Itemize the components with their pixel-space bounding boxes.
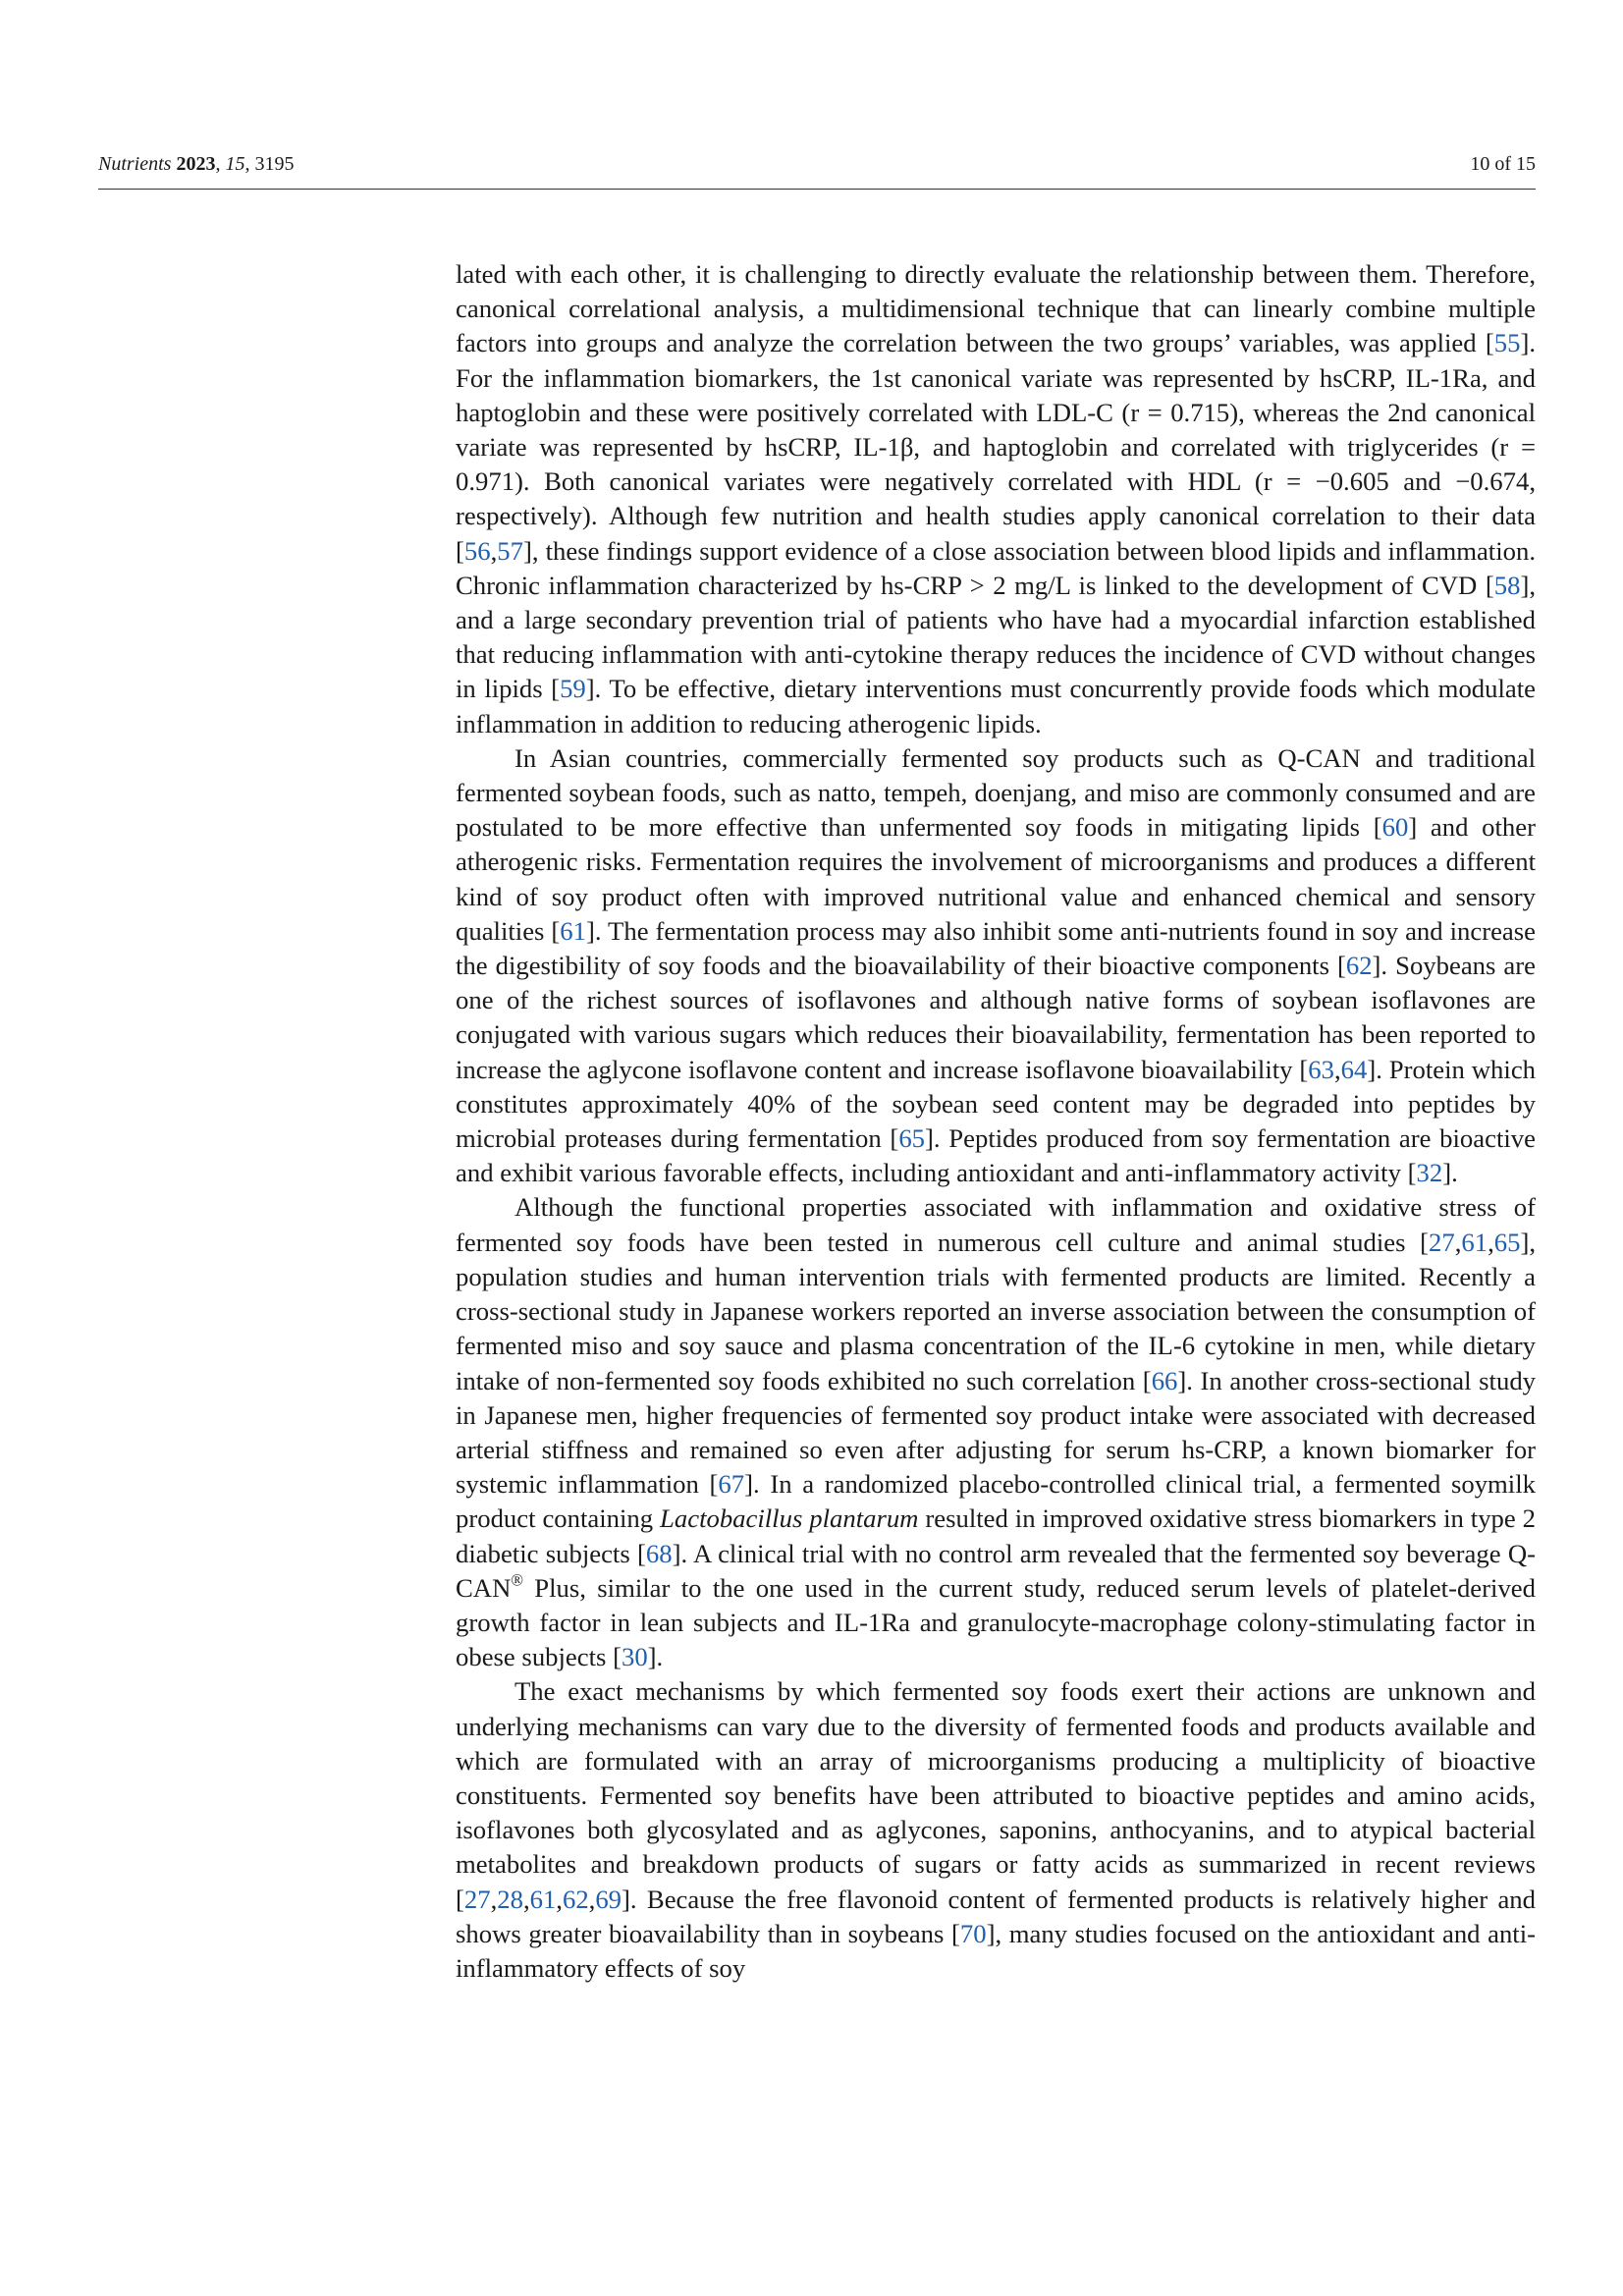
citation-link[interactable]: 28 [497, 1884, 523, 1914]
text-run: ]. [647, 1642, 664, 1672]
citation-link[interactable]: 57 [497, 535, 523, 566]
journal-citation: Nutrients 2023, 15, 3195 [98, 153, 295, 175]
text-run: ]. Because the free flavonoid content of fermented products is relatively higher and shows greater bioavailability than in soybeans [ [456, 1884, 1536, 1948]
citation-link[interactable]: 63 [1308, 1054, 1334, 1084]
italic-text: Lactobacillus plantarum [660, 1503, 919, 1534]
text-run: , [1454, 1227, 1462, 1257]
citation-link[interactable]: 68 [645, 1538, 673, 1568]
body-paragraph [456, 1674, 1536, 1986]
page-number: 10 of 15 [1470, 153, 1536, 175]
citation-link[interactable]: 65 [1493, 1227, 1521, 1257]
text-run: lated with each other, it is challenging to directly evaluate the relationship between them. Therefore, canonical correlational analysis, a multidimensional technique that can linearly combine multiple factors into groups and analyze the correlation between the two groups’ variables, was applied [ [456, 259, 1536, 358]
text-run: ]. Peptides produced from soy fermentation are bioactive and exhibit various favorable effects, including antioxidant and anti-inflammatory activity [ [456, 1123, 1536, 1188]
citation-link[interactable]: 59 [560, 674, 586, 704]
citation-link[interactable]: 61 [560, 915, 586, 946]
citation-link[interactable]: 69 [595, 1884, 622, 1914]
text-run: , [556, 1884, 563, 1914]
article-number: 3195 [254, 153, 295, 175]
text-run: , [1333, 1054, 1341, 1084]
citation-link[interactable]: 62 [562, 1884, 589, 1914]
citation-link[interactable]: 27 [1429, 1227, 1455, 1257]
citation-link[interactable]: 61 [1461, 1227, 1488, 1257]
text-run: Plus, similar to the one used in the current study, reduced serum levels of platelet-derived growth factor in lean subjects and IL-1Ra and granulocyte-macrophage colony-stimulating factor in obese subjects [ [456, 1572, 1536, 1672]
page-header [98, 151, 1536, 185]
text-run: Although the functional properties associated with inflammation and oxidative stress of fermented soy foods have been tested in numerous cell culture and animal studies [ [456, 1192, 1536, 1257]
citation-link[interactable]: 61 [529, 1884, 557, 1914]
text-run: ]. The fermentation process may also inhibit some anti-nutrients found in soy and increase the digestibility of soy foods and the bioavailability of their bioactive components [ [456, 915, 1536, 981]
citation-link[interactable]: 60 [1381, 812, 1409, 843]
citation-link[interactable]: 56 [463, 535, 491, 566]
text-run: In Asian countries, commercially fermented soy products such as Q-CAN and traditional fermented soybean foods, such as natto, tempeh, doenjang, and miso are commonly consumed and are postulated to be more effective than unfermented soy foods in mitigating lipids [ [456, 742, 1536, 843]
citation-link[interactable]: 66 [1151, 1365, 1178, 1395]
journal-year: 2023 [176, 153, 216, 175]
text-run: , [490, 535, 498, 566]
citation-link[interactable]: 64 [1340, 1054, 1368, 1084]
citation-link[interactable]: 65 [898, 1123, 926, 1154]
citation-link[interactable]: 30 [621, 1642, 648, 1672]
registered-mark: ® [511, 1570, 523, 1590]
citation-link[interactable]: 58 [1493, 570, 1521, 600]
text-run: ], these findings support evidence of a close association between blood lipids and inflammation. Chronic inflammation characterized by hs-CRP > 2 mg/L is linked to the development of CVD [ [456, 535, 1536, 600]
text-run: ]. Protein which constitutes approximately 40% of the soybean seed content may be degraded into peptides by microbial proteases during fermentation [ [456, 1054, 1537, 1154]
citation-link[interactable]: 27 [463, 1884, 491, 1914]
text-run: ]. In another cross-sectional study in Japanese men, higher frequencies of fermented soy product intake were associated with decreased arterial stiffness and remained so even after adjusting for serum hs-CRP, a known biomarker for systemic inflammation [ [456, 1365, 1537, 1500]
text-run: , [522, 1884, 530, 1914]
citation-link[interactable]: 32 [1416, 1158, 1443, 1188]
body-paragraph [456, 1190, 1536, 1674]
journal-volume: 15 [225, 153, 245, 175]
text-run: ]. For the inflammation biomarkers, the 1st canonical variate was represented by hsCRP, IL-1Ra, and haptoglobin and these were positively correlated with LDL-C (r = 0.715), whereas the 2nd canonical variate was represented by hsCRP, IL-1β, and haptoglobin and correlated with triglycerides (r = 0.971). Both canonical variates were negatively correlated with HDL (r = −0.605 and −0.674, respectively). Although few nutrition and health studies apply canonical correlation to their data [ [456, 328, 1536, 566]
text-run: ]. A clinical trial with no control arm revealed that the fermented soy beverage Q-CAN [456, 1538, 1536, 1603]
text-run: The exact mechanisms by which fermented soy foods exert their actions are unknown and underlying mechanisms can vary due to the diversity of fermented foods and products available and which are formulated with an array of microorganisms producing a multiplicity of bioactive constituents. Fermented soy benefits have been attributed to bioactive peptides and amino acids, isoflavones both glycosylated and as aglycones, saponins, anthocyanins, and to atypical bacterial metabolites and breakdown products of sugars or fatty acids as summarized in recent reviews [ [456, 1676, 1536, 1914]
text-run: ]. In a randomized placebo-controlled clinical trial, a fermented soymilk product containing [456, 1469, 1536, 1534]
text-run: , [588, 1884, 596, 1914]
text-run: , [490, 1884, 498, 1914]
text-run: ], many studies focused on the antioxidant and anti-inflammatory effects of soy [456, 1918, 1537, 1983]
text-run: ]. Soybeans are one of the richest sources of isoflavones and although native forms of soybean isoflavones are conjugated with various sugars which reduces their bioavailability, fermentation has been reported to increase the aglycone isoflavone content and increase isoflavone bioavailability [ [456, 951, 1536, 1084]
header-divider [98, 189, 1536, 190]
citation-link[interactable]: 55 [1493, 328, 1521, 358]
text-run: resulted in improved oxidative stress biomarkers in type 2 diabetic subjects [ [456, 1503, 1536, 1568]
citation-link[interactable]: 67 [718, 1469, 745, 1500]
citation-link[interactable]: 70 [959, 1918, 987, 1948]
text-run: ]. [1442, 1158, 1458, 1188]
text-run: , [1488, 1227, 1494, 1257]
body-paragraph [456, 741, 1536, 1191]
text-run: ], population studies and human intervention trials with fermented products are limited. Recently a cross-sectional study in Japanese workers reported an inverse association between the consumption of fermented miso and soy sauce and plasma concentration of the IL-6 cytokine in men, while dietary intake of non-fermented soy foods exhibited no such correlation [ [456, 1227, 1536, 1395]
text-run: ]. To be effective, dietary interventions must concurrently provide foods which modulate inflammation in addition to reducing atherogenic lipids. [456, 674, 1536, 738]
text-run: ] and other atherogenic risks. Fermentation requires the involvement of microorganisms and produces a different kind of soy product often with improved nutritional value and enhanced chemical and sensory qualities [ [456, 812, 1536, 946]
text-run: ], and a large secondary prevention trial of patients who have had a myocardial infarction established that reducing inflammation with anti-cytokine therapy reduces the incidence of CVD without changes in lipids [ [456, 570, 1536, 704]
journal-name: Nutrients [98, 153, 172, 175]
body-paragraph [456, 257, 1536, 741]
article-body [456, 257, 1536, 1986]
citation-link[interactable]: 62 [1345, 951, 1373, 981]
